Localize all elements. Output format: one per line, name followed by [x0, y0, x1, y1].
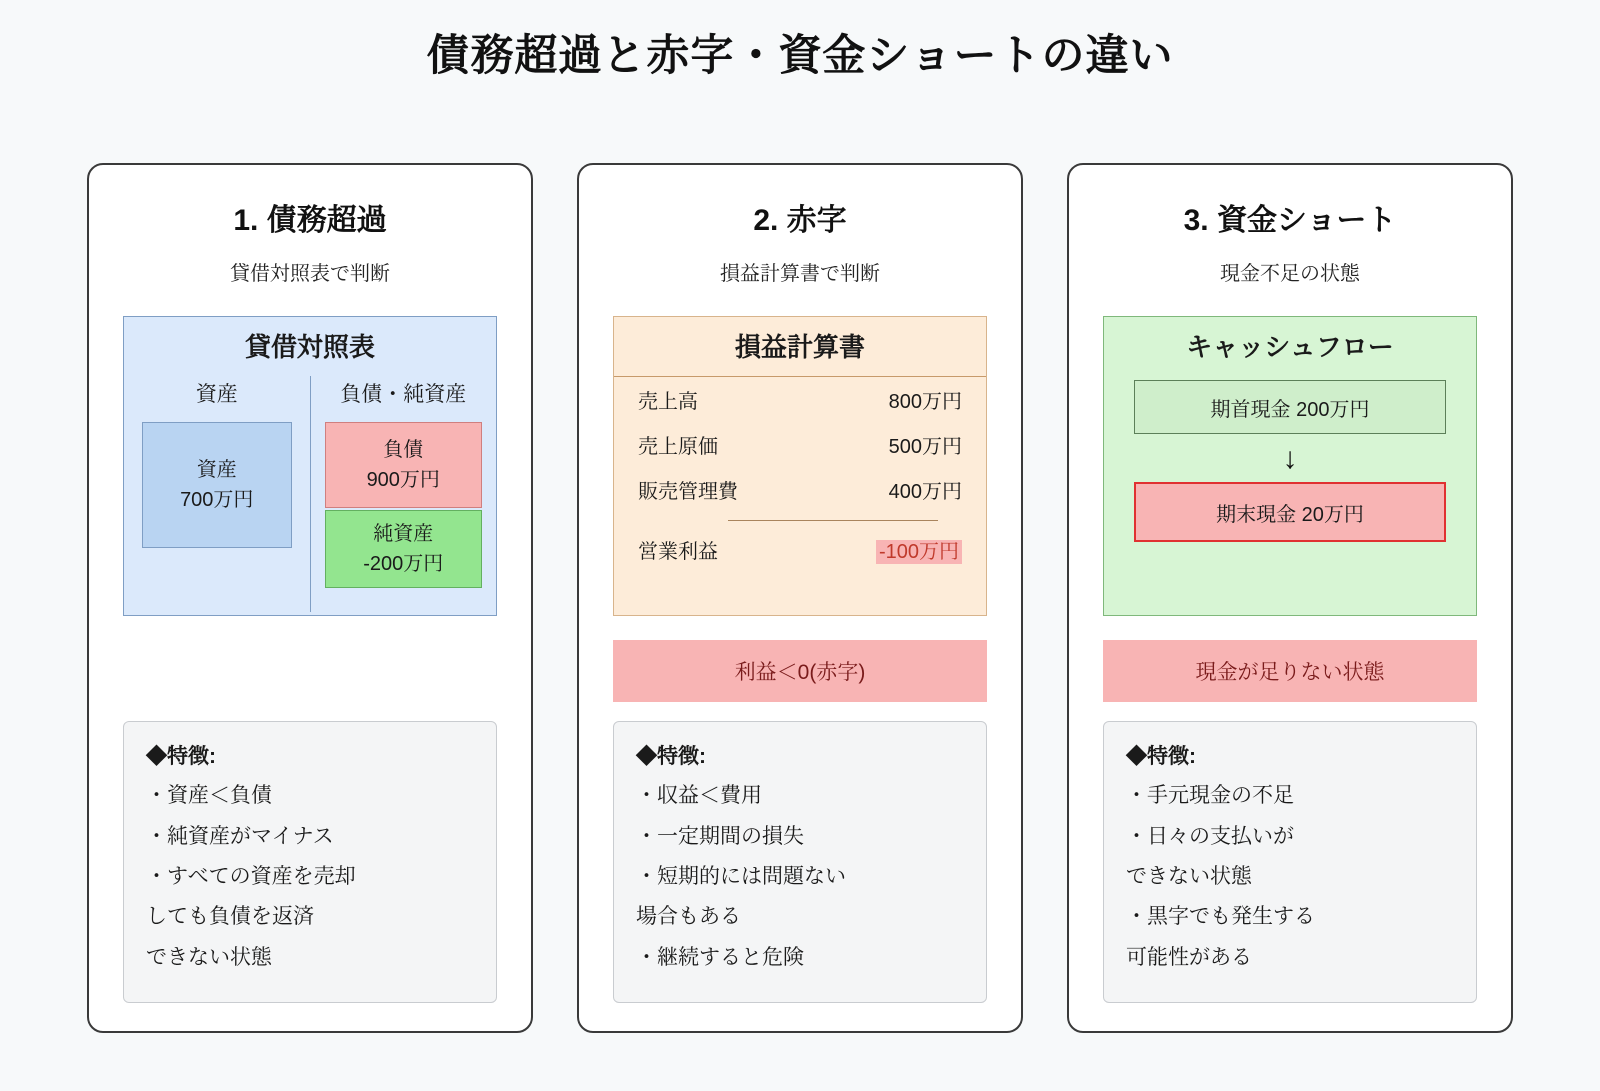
feature-line: ・収益＜費用: [636, 784, 762, 808]
features-title: ◆特徴:: [1126, 745, 1196, 769]
assets-box: [142, 422, 292, 548]
liabilities-box-name: 負債: [383, 439, 424, 461]
features-box: [123, 721, 497, 1003]
assets-column-label: 資産: [195, 383, 238, 406]
opening-cash-box: 期首現金 200万円: [1134, 380, 1446, 434]
feature-line: できない状態: [146, 945, 272, 969]
pl-row: [632, 467, 968, 512]
liabilities-box: [325, 422, 483, 508]
balance-sheet-columns: [124, 376, 496, 612]
card-cash-shortage: [1067, 163, 1513, 1033]
liabilities-box-value: 900万円: [366, 469, 440, 491]
pl-row-label: 売上高: [638, 391, 698, 413]
feature-line: できない状態: [1126, 864, 1252, 888]
card-subtitle: 現金不足の状態: [1220, 263, 1360, 285]
alert-banner: 現金が足りない状態: [1103, 640, 1477, 702]
feature-line: 場合もある: [636, 905, 741, 929]
feature-line: ・すべての資産を売却: [146, 864, 356, 888]
balance-sheet-title: 貸借対照表: [244, 332, 375, 362]
pl-operating-profit-label: 営業利益: [638, 541, 718, 563]
feature-line: ・黒字でも発生する: [1126, 905, 1315, 929]
profit-loss-panel: [613, 316, 987, 616]
card-title: 1. 債務超過: [233, 204, 387, 237]
feature-line: ・純資産がマイナス: [146, 824, 334, 848]
liabilities-column-label: 負債・純資産: [340, 383, 467, 406]
features-box: [613, 721, 987, 1003]
net-assets-box-name: 純資産: [373, 523, 434, 545]
cards-container: [0, 163, 1600, 1033]
assets-box-name: 資産: [196, 459, 237, 481]
balance-sheet-liabilities-column: [311, 376, 497, 612]
feature-line: しても負債を返済: [146, 905, 314, 929]
page-title: 債務超過と赤字・資金ショートの違い: [426, 32, 1174, 80]
balance-sheet-panel: [123, 316, 497, 616]
feature-line: ・短期的には問題ない: [636, 864, 846, 888]
pl-operating-profit-row: [632, 525, 968, 574]
feature-line: ・日々の支払いが: [1126, 824, 1294, 848]
feature-line: ・一定期間の損失: [636, 824, 804, 848]
feature-line: ・継続すると危険: [636, 945, 804, 969]
pl-row: [632, 422, 968, 467]
card-deficit: [577, 163, 1023, 1033]
pl-row-value: 400万円: [888, 481, 962, 503]
card-subtitle: 貸借対照表で判断: [230, 263, 390, 285]
feature-line: ・手元現金の不足: [1126, 784, 1294, 808]
pl-divider: [728, 520, 938, 521]
balance-sheet-assets-column: [124, 376, 311, 612]
profit-loss-title: 損益計算書: [614, 317, 986, 377]
card-subtitle: 損益計算書で判断: [720, 263, 880, 285]
pl-operating-profit-value: [832, 535, 962, 564]
pl-row-label: 売上原価: [638, 436, 718, 458]
net-assets-box: [325, 510, 483, 588]
feature-line: 可能性がある: [1126, 945, 1252, 969]
features-title: ◆特徴:: [636, 745, 706, 769]
pl-row-value: 500万円: [888, 436, 962, 458]
pl-row-label: 販売管理費: [638, 481, 738, 503]
card-title: 2. 赤字: [753, 204, 847, 237]
closing-cash-box: 期末現金 20万円: [1134, 482, 1446, 542]
pl-row-value: 800万円: [888, 391, 962, 413]
cash-flow-title: キャッシュフロー: [1186, 332, 1394, 362]
down-arrow-icon: ↓: [1282, 442, 1298, 475]
assets-box-value: 700万円: [180, 489, 254, 511]
net-assets-box-value: -200万円: [363, 553, 444, 575]
pl-operating-profit-highlight: -100万円: [876, 540, 962, 564]
features-title: ◆特徴:: [146, 745, 216, 769]
feature-line: ・資産＜負債: [146, 784, 272, 808]
card-title: 3. 資金ショート: [1183, 204, 1397, 237]
cash-flow-panel: [1103, 316, 1477, 616]
pl-row: [632, 377, 968, 422]
alert-banner: 利益＜0(赤字): [613, 640, 987, 702]
features-box: [1103, 721, 1477, 1003]
card-debt-excess: [87, 163, 533, 1033]
